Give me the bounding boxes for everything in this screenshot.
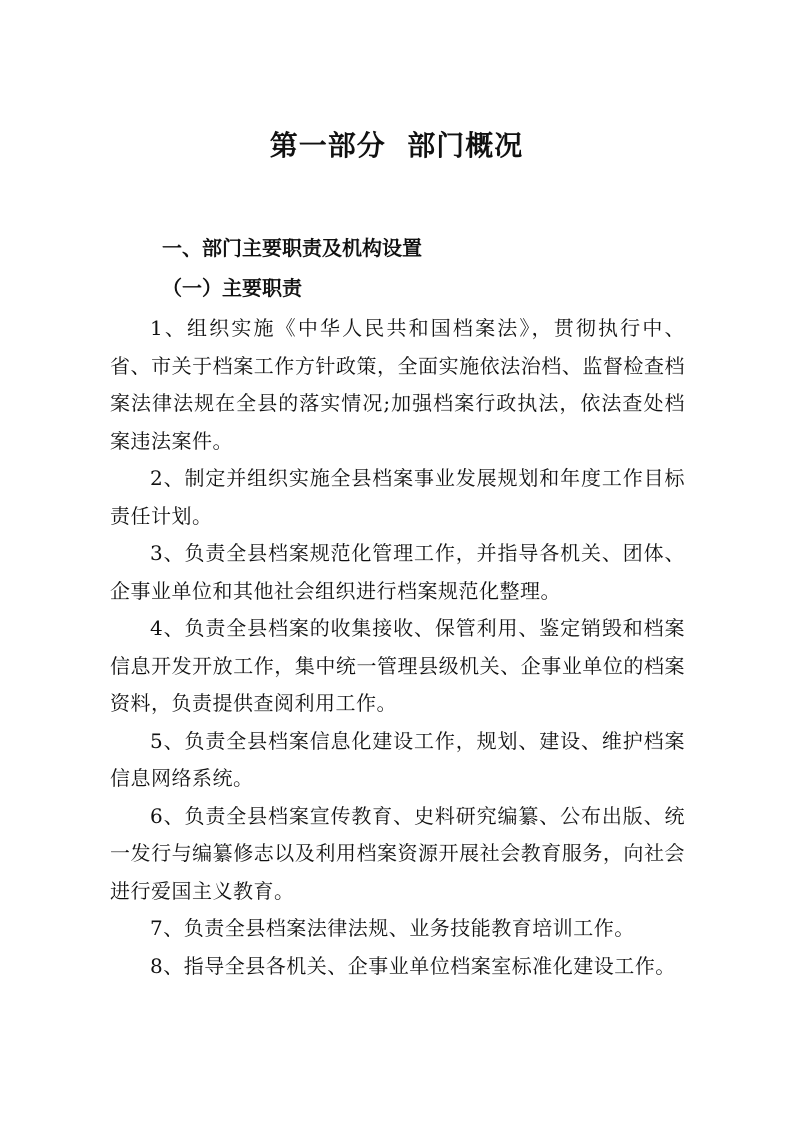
section-heading: 一、部门主要职责及机构设置 <box>162 236 422 260</box>
paragraph-8: 8、指导全县各机关、企事业单位档案室标准化建设工作。 <box>150 953 676 978</box>
paragraph-5: 5、负责全县档案信息化建设工作，规划、建设、维护档案信息网络系统。 <box>110 728 685 790</box>
sub-heading: （一）主要职责 <box>162 276 302 300</box>
paragraph-4: 4、负责全县档案的收集接收、保管利用、鉴定销毁和档案信息开发开放工作，集中统一管理县级机关、企事业单位的档案资料，负责提供查阅利用工作。 <box>110 616 685 715</box>
paragraph-7: 7、负责全县档案法律法规、业务技能教育培训工作。 <box>150 916 635 940</box>
paragraph-6: 6、负责全县档案宣传教育、史料研究编纂、公布出版、统一发行与编纂修志以及利用档案资源开展社会教育服务，向社会进行爱国主义教育。 <box>110 803 685 903</box>
paragraph-3: 3、负责全县档案规范化管理工作，并指导各机关、团体、企事业单位和其他社会组织进行档案规范化整理。 <box>110 541 685 603</box>
paragraph-2: 2、制定并组织实施全县档案事业发展规划和年度工作目标责任计划。 <box>110 466 685 528</box>
paragraph-1: 1、组织实施《中华人民共和国档案法》，贯彻执行中、省、市关于档案工作方针政策，全面实施依法治档、监督检查档案法律法规在全县的落实情况;加强档案行政执法，依法查处档案违法案件。 <box>110 316 685 453</box>
page-title: 第一部分 部门概况 <box>269 128 524 162</box>
body-text <box>110 310 685 985</box>
